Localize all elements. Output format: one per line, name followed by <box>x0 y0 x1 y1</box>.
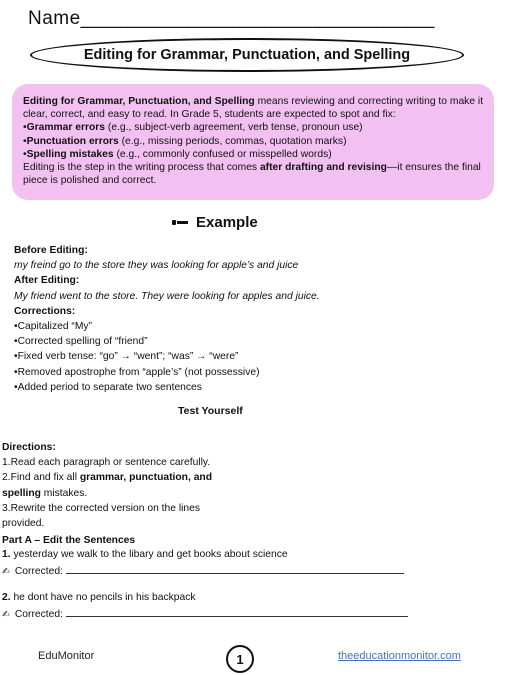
spelling-item <box>23 148 484 161</box>
test-yourself-heading: Test Yourself <box>178 405 243 417</box>
after-text: My friend went to the store. They were looking for apples and juice. <box>14 290 320 302</box>
definition-text: means reviewing and correcting writing to make it clear, correct, and easy to read. In Grade 5, students are expected to spot and fix: <box>23 96 484 121</box>
before-text: my freind go to the store they was looking for apple’s and juice <box>14 260 299 272</box>
question-number: 2. <box>2 592 11 604</box>
example-block <box>14 243 320 395</box>
step-start: Editing is the step in the writing process that comes <box>23 162 260 174</box>
punctuation-text: (e.g., missing periods, commas, quotation marks) <box>118 135 347 147</box>
part-a-heading: Part A – Edit the Sentences <box>2 535 136 546</box>
before-label: Before Editing: <box>14 245 88 256</box>
question-text: he dont have no pencils in his backpack <box>10 592 196 604</box>
step-end: —it ensures the final piece is polished and correct. <box>23 162 481 187</box>
direction-text: 2.Find and fix all <box>2 472 80 484</box>
correction-item: •Capitalized “My” <box>14 321 92 333</box>
footer-link[interactable]: theeducationmonitor.com <box>338 650 461 662</box>
correction-item: •Fixed verb tense: “go” → “went”; “was” → “were” <box>14 351 239 363</box>
corrections-label: Corrections: <box>14 305 76 317</box>
grammar-item <box>23 121 484 134</box>
bullet: • <box>23 135 27 147</box>
question-1 <box>2 548 408 562</box>
spelling-text: (e.g., commonly confused or misspelled words) <box>113 148 332 160</box>
answer-row-2 <box>2 606 408 622</box>
example-heading-text: Example <box>196 214 258 231</box>
directions-block <box>2 440 242 531</box>
correction-item: •Added period to separate two sentences <box>14 381 202 393</box>
editing-step-text <box>23 161 484 187</box>
answer-line[interactable] <box>66 606 408 617</box>
page-number: 1 <box>226 645 254 673</box>
definition-intro <box>23 95 484 121</box>
question-2 <box>2 591 408 605</box>
direction-step <box>2 470 242 500</box>
direction-emphasis: grammar, punctuation, and spelling <box>2 472 213 499</box>
answer-row-1 <box>2 563 408 579</box>
footer-brand: EduMonitor <box>38 650 95 662</box>
after-label: After Editing: <box>14 275 80 287</box>
part-a-block <box>2 534 408 622</box>
definition-box <box>12 84 494 200</box>
question-number: 1. <box>2 549 11 561</box>
direction-step: 3.Rewrite the corrected version on the lines provided. <box>2 502 201 530</box>
corrected-label: Corrected: <box>14 565 63 577</box>
bullet: • <box>23 148 27 160</box>
punctuation-term: Punctuation errors <box>26 135 119 147</box>
answer-line[interactable] <box>66 563 404 574</box>
name-line[interactable]: Name________________________________ <box>28 8 435 29</box>
step-emphasis: after drafting and revising <box>259 162 387 174</box>
correction-item: •Removed apostrophe from “apple’s” (not possessive) <box>14 366 260 378</box>
grammar-term: Grammar errors <box>26 122 106 134</box>
directions-label: Directions: <box>2 442 56 453</box>
correction-item: •Corrected spelling of “friend” <box>14 336 148 348</box>
spelling-term: Spelling mistakes <box>26 148 114 160</box>
pointing-hand-icon <box>172 218 188 227</box>
pencil-icon: ✍ <box>2 608 10 619</box>
pencil-icon: ✍ <box>2 565 10 576</box>
page-title: Editing for Grammar, Punctuation, and Spelling <box>30 38 464 72</box>
bullet: • <box>23 122 27 134</box>
corrected-label: Corrected: <box>14 608 63 620</box>
grammar-text: (e.g., subject-verb agreement, verb tense, pronoun use) <box>105 122 363 134</box>
example-heading <box>172 214 258 231</box>
punctuation-item <box>23 135 484 148</box>
definition-term: Editing for Grammar, Punctuation, and Spelling <box>23 96 255 107</box>
direction-text: mistakes. <box>40 487 88 499</box>
question-text: yesterday we walk to the libary and get books about science <box>10 549 288 561</box>
direction-step: 1.Read each paragraph or sentence carefully. <box>2 457 211 469</box>
